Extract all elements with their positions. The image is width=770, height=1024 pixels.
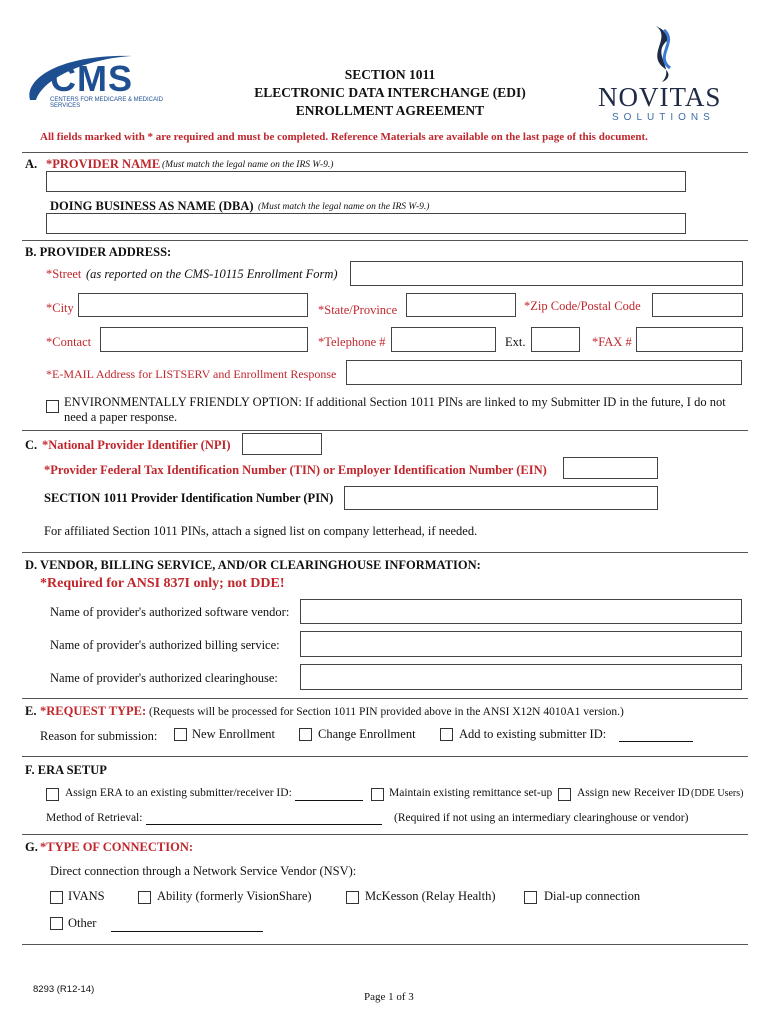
dba-input[interactable] — [46, 213, 686, 234]
required-fields-notice: All fields marked with * are required and must be completed. Reference Materials are available on the last page of this document. — [40, 131, 648, 143]
section-e-letter: E. — [25, 704, 37, 718]
street-input[interactable] — [350, 261, 743, 286]
billing-service-input[interactable] — [300, 631, 742, 657]
title-line-2: ELECTRONIC DATA INTERCHANGE (EDI) — [254, 85, 526, 100]
divider — [22, 240, 748, 241]
npi-input[interactable] — [242, 433, 322, 455]
novitas-name: NOVITAS — [598, 82, 722, 112]
cms-logo — [22, 48, 182, 108]
divider — [22, 834, 748, 835]
page-number: Page 1 of 3 — [364, 991, 414, 1003]
dialup-label: Dial-up connection — [544, 889, 641, 903]
pin-label: SECTION 1011 Provider Identification Number (PIN) — [44, 491, 334, 505]
dba-label: DOING BUSINESS AS NAME (DBA) — [50, 199, 254, 213]
software-vendor-input[interactable] — [300, 599, 742, 624]
section-a-letter: A. — [25, 157, 38, 171]
mckesson-checkbox[interactable] — [346, 891, 359, 904]
other-connection-label: Other — [68, 916, 97, 930]
ability-checkbox[interactable] — [138, 891, 151, 904]
request-type-note: (Requests will be processed for Section 1011 PIN provided above in the ANSI X12N 4010A1 version.) — [149, 706, 624, 718]
contact-label: *Contact — [46, 335, 92, 349]
title-line-1: SECTION 1011 — [344, 67, 436, 82]
form-number: 8293 (R12-14) — [33, 984, 95, 995]
state-input[interactable] — [406, 293, 516, 317]
add-submitter-label: Add to existing submitter ID: — [459, 727, 607, 741]
new-enrollment-checkbox[interactable] — [174, 728, 187, 741]
divider — [22, 552, 748, 553]
new-enrollment-label: New Enrollment — [192, 727, 275, 741]
tin-input[interactable] — [563, 457, 658, 479]
section-g-letter: G. — [25, 840, 38, 854]
cms-logo-text: CMS — [50, 58, 133, 99]
change-enrollment-checkbox[interactable] — [299, 728, 312, 741]
provider-name-input[interactable] — [46, 171, 686, 192]
dialup-checkbox[interactable] — [524, 891, 537, 904]
divider — [22, 430, 748, 431]
ansi-required-note: *Required for ANSI 837I only; not DDE! — [40, 576, 285, 591]
billing-service-label: Name of provider's authorized billing service: — [50, 638, 280, 652]
form-title — [225, 66, 555, 120]
dba-note: (Must match the legal name on the IRS W-9.) — [258, 202, 430, 212]
telephone-input[interactable] — [391, 327, 496, 352]
street-label: *Street — [46, 267, 82, 281]
assign-existing-era-label: Assign ERA to an existing submitter/receiver ID: — [65, 787, 292, 799]
retrieval-method-label: Method of Retrieval: — [46, 812, 143, 824]
assign-new-receiver-label: Assign new Receiver ID — [577, 787, 690, 799]
divider — [22, 698, 748, 699]
fax-input[interactable] — [636, 327, 743, 352]
zip-input[interactable] — [652, 293, 743, 317]
reason-label: Reason for submission: — [40, 729, 158, 743]
assign-new-receiver-checkbox[interactable] — [558, 788, 571, 801]
novitas-logo — [598, 24, 730, 124]
add-submitter-checkbox[interactable] — [440, 728, 453, 741]
eco-option-line-1: ENVIRONMENTALLY FRIENDLY OPTION: If additional Section 1011 PINs are linked to my Submitter ID in the future, I do not — [64, 395, 726, 409]
ivans-label: IVANS — [68, 889, 105, 903]
fax-label: *FAX # — [592, 335, 632, 349]
section-c-letter: C. — [25, 438, 38, 452]
provider-name-note: (Must match the legal name on the IRS W-9.) — [162, 160, 334, 170]
retrieval-method-field[interactable] — [146, 824, 382, 825]
ext-input[interactable] — [531, 327, 580, 352]
zip-label: *Zip Code/Postal Code — [524, 299, 641, 313]
maintain-remittance-label: Maintain existing remittance set-up — [389, 787, 553, 799]
retrieval-method-note: (Required if not using an intermediary clearinghouse or vendor) — [394, 812, 689, 824]
eco-option-line-2: need a paper response. — [64, 410, 178, 424]
title-line-3: ENROLLMENT AGREEMENT — [295, 103, 485, 118]
email-label: *E-MAIL Address for LISTSERV and Enrollment Response — [46, 367, 337, 381]
tin-label: *Provider Federal Tax Identification Number (TIN) or Employer Identification Number (EIN) — [44, 463, 547, 477]
novitas-ribbon-icon — [642, 24, 682, 84]
direct-connection-label: Direct connection through a Network Service Vendor (NSV): — [50, 864, 357, 878]
change-enrollment-label: Change Enrollment — [318, 727, 416, 741]
software-vendor-label: Name of provider's authorized software vendor: — [50, 605, 290, 619]
npi-label: *National Provider Identifier (NPI) — [42, 438, 231, 452]
provider-name-label: *PROVIDER NAME — [46, 157, 161, 171]
divider — [22, 944, 748, 945]
mckesson-label: McKesson (Relay Health) — [365, 889, 496, 903]
section-b-heading: B. PROVIDER ADDRESS: — [25, 245, 172, 259]
telephone-label: *Telephone # — [318, 335, 386, 349]
city-input[interactable] — [78, 293, 308, 317]
dde-users-note: (DDE Users) — [691, 788, 744, 799]
other-connection-checkbox[interactable] — [50, 917, 63, 930]
existing-receiver-id-field[interactable] — [295, 800, 363, 801]
novitas-sub: SOLUTIONS — [612, 112, 715, 123]
cms-logo-subtitle: CENTERS FOR MEDICARE & MEDICAID SERVICES — [50, 97, 164, 109]
pin-input[interactable] — [344, 486, 658, 510]
section-d-heading: D. VENDOR, BILLING SERVICE, AND/OR CLEARINGHOUSE INFORMATION: — [25, 558, 481, 572]
ext-label: Ext. — [505, 335, 526, 349]
city-label: *City — [46, 301, 74, 315]
connection-type-heading: *TYPE OF CONNECTION: — [40, 840, 194, 854]
assign-existing-era-checkbox[interactable] — [46, 788, 59, 801]
state-label: *State/Province — [318, 303, 398, 317]
ability-label: Ability (formerly VisionShare) — [157, 889, 312, 903]
maintain-remittance-checkbox[interactable] — [371, 788, 384, 801]
divider — [22, 756, 748, 757]
eco-option-checkbox[interactable] — [46, 400, 59, 413]
clearinghouse-input[interactable] — [300, 664, 742, 690]
request-type-heading: *REQUEST TYPE: — [40, 704, 147, 718]
other-connection-field[interactable] — [111, 931, 263, 932]
era-setup-heading: F. ERA SETUP — [25, 763, 107, 777]
ivans-checkbox[interactable] — [50, 891, 63, 904]
affiliated-pins-note: For affiliated Section 1011 PINs, attach a signed list on company letterhead, if needed. — [44, 524, 478, 538]
divider — [22, 152, 748, 153]
clearinghouse-label: Name of provider's authorized clearinghouse: — [50, 671, 278, 685]
street-note: (as reported on the CMS-10115 Enrollment Form) — [86, 267, 338, 281]
email-input[interactable] — [346, 360, 742, 385]
add-submitter-id-field[interactable] — [619, 741, 693, 742]
contact-input[interactable] — [100, 327, 308, 352]
